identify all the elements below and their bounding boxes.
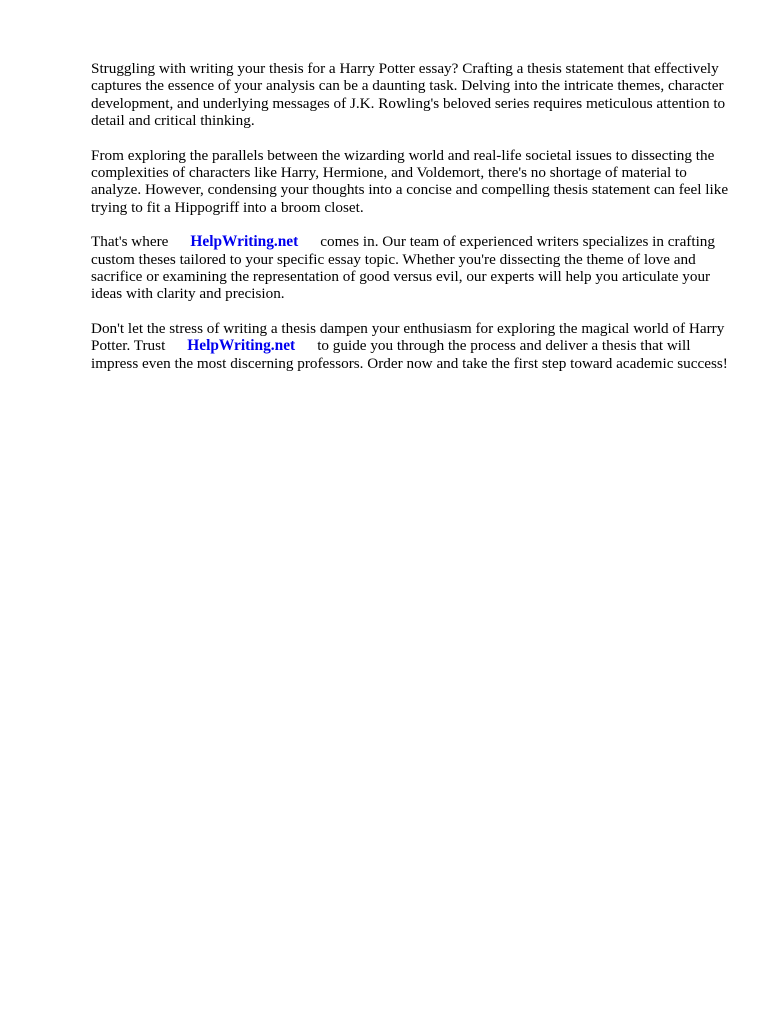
paragraph-exploring: From exploring the parallels between the wizarding world and real-life societal issues to dissecting the complexities of characters like Harry, Hermione, and Voldemort, there's no shortage of material to analyze. However, condensing your thoughts into a concise and compelling thesis statement can feel like trying to fit a Hippogriff into a broom closet. xyxy=(91,146,729,216)
helpwriting-link-2[interactable]: HelpWriting.net xyxy=(187,337,296,355)
paragraph-closing-rest: to guide you through the process and deliver a thesis that will impress even the most discerning professors. Order now and take the first step toward academic success! xyxy=(91,337,728,372)
paragraph-service xyxy=(91,233,731,303)
document-page xyxy=(91,60,731,389)
helpwriting-link[interactable]: HelpWriting.net xyxy=(190,233,299,251)
paragraph-service-lead: That's where xyxy=(91,233,169,251)
paragraph-closing-lead: Don't let the stress of writing a thesis dampen your enthusiasm for exploring the magical world of Harry Potter. Trust xyxy=(91,319,725,355)
paragraph-closing xyxy=(91,320,731,372)
paragraph-service-rest: comes in. Our team of experienced writers specializes in crafting custom theses tailored to your specific essay topic. Whether you're dissecting the theme of love and sacrifice or examining the representation of good versus evil, our experts will help you articulate your ideas with clarity and precision. xyxy=(91,233,715,303)
paragraph-intro: Struggling with writing your thesis for a Harry Potter essay? Crafting a thesis statement that effectively captures the essence of your analysis can be a daunting task. Delving into the intricate themes, character development, and underlying messages of J.K. Rowling's beloved series requires meticulous attention to detail and critical thinking. xyxy=(91,60,726,130)
